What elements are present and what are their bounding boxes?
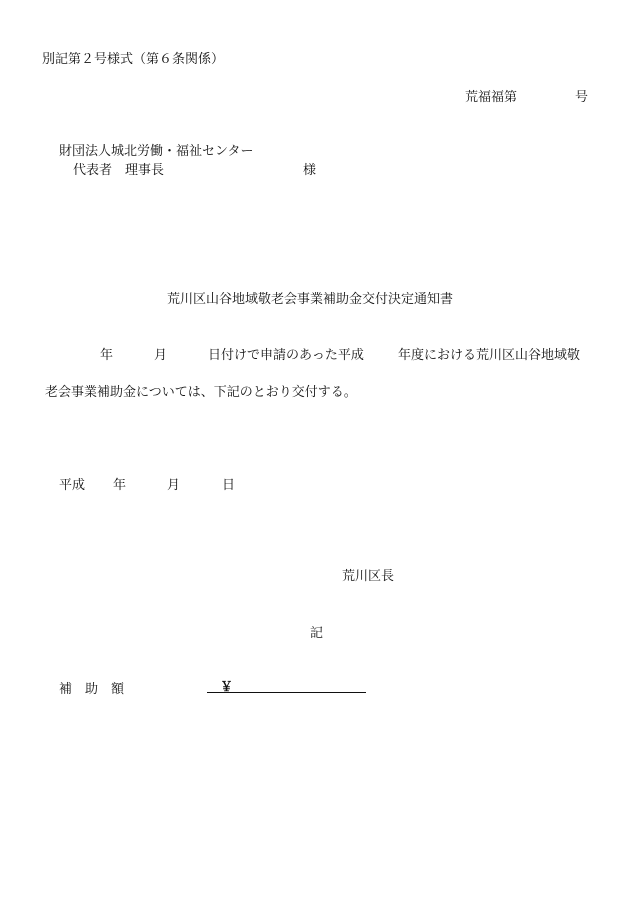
document-number-suffix: 号 (575, 90, 589, 105)
recipient-organization: 財団法人城北労働・福祉センター (59, 144, 254, 159)
date-day: 日 (222, 478, 236, 493)
document-title: 荒川区山谷地域敬老会事業補助金交付決定通知書 (167, 292, 454, 307)
date-year: 年 (113, 478, 127, 493)
recipient-role: 代表者 理事長 (73, 163, 165, 178)
ki-note-heading: 記 (310, 626, 324, 641)
body-fiscal-text: 年度における荒川区山谷地域敬 (398, 348, 581, 363)
amount-currency: ￥ (220, 680, 234, 695)
body-year-label: 年 (100, 348, 114, 363)
recipient-honorific: 様 (303, 163, 317, 178)
body-day-text: 日付けで申請のあった平成 (208, 348, 364, 363)
amount-underline (207, 692, 366, 693)
issuer: 荒川区長 (342, 569, 395, 584)
body-month-label: 月 (154, 348, 168, 363)
date-month: 月 (167, 478, 181, 493)
document-number-prefix: 荒福福第 (465, 90, 518, 105)
body-line-2: 老会事業補助金については、下記のとおり交付する。 (45, 385, 357, 400)
date-era: 平成 (59, 478, 86, 493)
amount-label: 補 助 額 (59, 682, 125, 697)
form-label: 別記第２号様式（第６条関係） (42, 52, 225, 67)
